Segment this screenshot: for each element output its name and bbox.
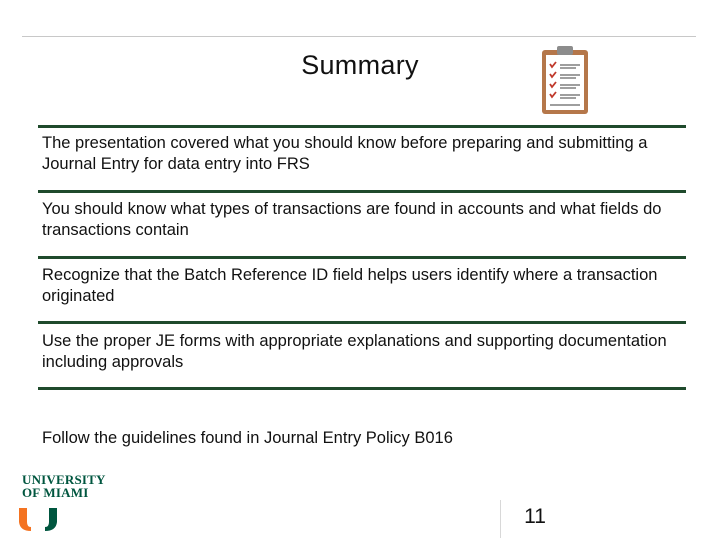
logo-university-text: UNIVERSITY [22,472,106,487]
logo-of-miami-text: OF MIAMI [22,485,89,500]
bullet-divider [38,256,686,259]
summary-bullet-4: Use the proper JE forms with appropriate explanations and supporting documentation including approvals [42,332,667,371]
summary-bullet-1: The presentation covered what you should know before preparing and submitting a Journal Entry for data entry into FRS [42,134,648,173]
bullet-divider [38,321,686,324]
top-divider [22,36,696,37]
summary-bullet-5: Follow the guidelines found in Journal Entry Policy B016 [42,429,453,447]
bullet-divider [38,190,686,193]
summary-bullet-3: Recognize that the Batch Reference ID field helps users identify where a transaction originated [42,266,658,305]
bullet-divider [38,125,686,128]
bullet-divider [38,387,686,390]
summary-bullet-2: You should know what types of transactions are found in accounts and what fields do transactions contain [42,200,662,239]
university-of-miami-u-logo [18,506,58,532]
slide-title: Summary [301,50,419,80]
footer-divider [500,500,501,538]
clipboard-checklist-icon [540,44,590,116]
page-number: 11 [524,505,546,528]
